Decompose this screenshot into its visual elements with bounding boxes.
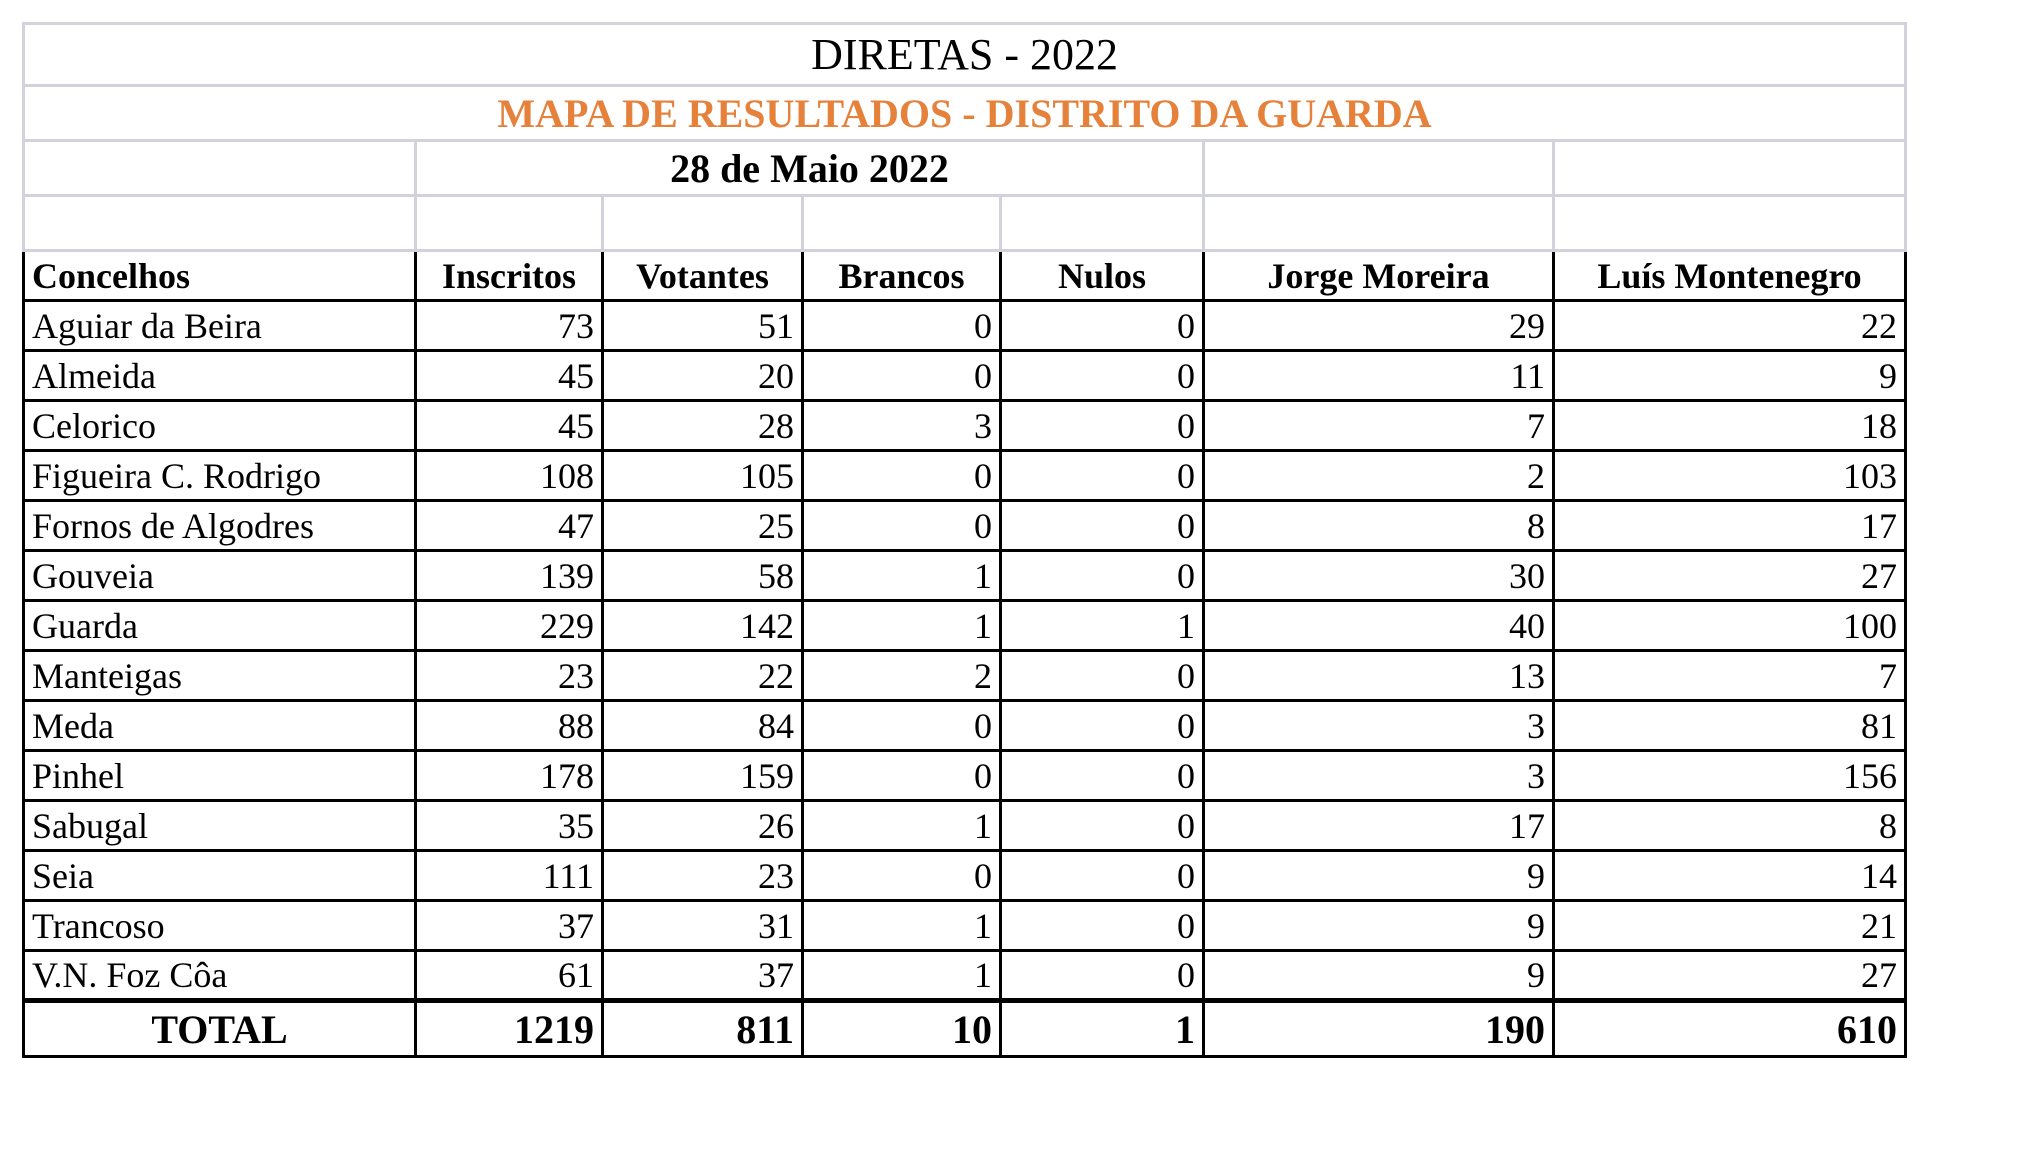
table-cell: 0	[1001, 551, 1204, 601]
total-row	[24, 1001, 1906, 1057]
concelho-name: Fornos de Algodres	[24, 501, 416, 551]
table-cell: 73	[416, 301, 603, 351]
table-cell: 88	[416, 701, 603, 751]
table-cell: 0	[1001, 301, 1204, 351]
total-label: TOTAL	[24, 1001, 416, 1057]
column-header: Nulos	[1001, 251, 1204, 301]
table-cell: 17	[1204, 801, 1554, 851]
table-cell: 9	[1204, 901, 1554, 951]
table-cell: 51	[603, 301, 803, 351]
table-cell: 1	[803, 801, 1001, 851]
table-cell: 0	[1001, 351, 1204, 401]
table-cell: 28	[603, 401, 803, 451]
table-cell: 1	[803, 551, 1001, 601]
table-cell: 23	[416, 651, 603, 701]
table-cell: 9	[1204, 851, 1554, 901]
column-header: Concelhos	[24, 251, 416, 301]
table-cell: 1	[803, 951, 1001, 1001]
table-cell: 3	[1204, 701, 1554, 751]
table-cell: 1	[1001, 601, 1204, 651]
total-cell: 1	[1001, 1001, 1204, 1057]
table-cell: 2	[1204, 451, 1554, 501]
table-cell: 47	[416, 501, 603, 551]
empty-cell	[24, 141, 416, 196]
table-row	[24, 351, 1906, 401]
concelho-name: Sabugal	[24, 801, 416, 851]
empty-cell	[603, 196, 803, 251]
table-cell: 0	[1001, 651, 1204, 701]
concelho-name: Almeida	[24, 351, 416, 401]
empty-cell	[1554, 196, 1906, 251]
table-cell: 0	[803, 851, 1001, 901]
table-cell: 22	[1554, 301, 1906, 351]
table-cell: 37	[603, 951, 803, 1001]
table-cell: 139	[416, 551, 603, 601]
table-cell: 14	[1554, 851, 1906, 901]
table-row	[24, 901, 1906, 951]
concelho-name: Meda	[24, 701, 416, 751]
table-cell: 0	[1001, 451, 1204, 501]
total-cell: 610	[1554, 1001, 1906, 1057]
table-cell: 35	[416, 801, 603, 851]
sheet-title: DIRETAS - 2022	[24, 24, 1906, 86]
table-row	[24, 751, 1906, 801]
table-cell: 0	[1001, 801, 1204, 851]
table-cell: 105	[603, 451, 803, 501]
table-cell: 159	[603, 751, 803, 801]
table-cell: 3	[1204, 751, 1554, 801]
table-cell: 178	[416, 751, 603, 801]
empty-cell	[1204, 141, 1554, 196]
concelho-name: Pinhel	[24, 751, 416, 801]
table-row	[24, 501, 1906, 551]
table-cell: 7	[1554, 651, 1906, 701]
table-cell: 1	[803, 901, 1001, 951]
table-cell: 9	[1554, 351, 1906, 401]
table-cell: 100	[1554, 601, 1906, 651]
table-cell: 23	[603, 851, 803, 901]
table-row	[24, 451, 1906, 501]
table-cell: 29	[1204, 301, 1554, 351]
concelho-name: Gouveia	[24, 551, 416, 601]
concelho-name: Manteigas	[24, 651, 416, 701]
table-cell: 84	[603, 701, 803, 751]
table-cell: 0	[1001, 751, 1204, 801]
empty-cell	[1554, 141, 1906, 196]
table-cell: 0	[1001, 951, 1204, 1001]
table-cell: 31	[603, 901, 803, 951]
table-cell: 0	[803, 701, 1001, 751]
table-cell: 111	[416, 851, 603, 901]
table-row	[24, 701, 1906, 751]
sheet-subtitle: MAPA DE RESULTADOS - DISTRITO DA GUARDA	[24, 86, 1906, 141]
total-cell: 10	[803, 1001, 1001, 1057]
table-cell: 7	[1204, 401, 1554, 451]
table-row	[24, 401, 1906, 451]
table-cell: 21	[1554, 901, 1906, 951]
table-cell: 0	[803, 751, 1001, 801]
concelho-name: V.N. Foz Côa	[24, 951, 416, 1001]
empty-cell	[803, 196, 1001, 251]
table-cell: 13	[1204, 651, 1554, 701]
table-cell: 26	[603, 801, 803, 851]
table-row	[24, 851, 1906, 901]
table-cell: 18	[1554, 401, 1906, 451]
concelho-name: Figueira C. Rodrigo	[24, 451, 416, 501]
table-cell: 30	[1204, 551, 1554, 601]
data-rows	[24, 301, 1906, 1001]
total-cell: 811	[603, 1001, 803, 1057]
table-cell: 20	[603, 351, 803, 401]
table-cell: 108	[416, 451, 603, 501]
table-cell: 61	[416, 951, 603, 1001]
table-cell: 0	[803, 301, 1001, 351]
table-cell: 103	[1554, 451, 1906, 501]
empty-cell	[24, 196, 416, 251]
table-cell: 0	[803, 351, 1001, 401]
table-cell: 22	[603, 651, 803, 701]
table-cell: 58	[603, 551, 803, 601]
table-row	[24, 301, 1906, 351]
header-row	[24, 251, 1906, 301]
concelho-name: Guarda	[24, 601, 416, 651]
table-cell: 27	[1554, 551, 1906, 601]
table-row	[24, 801, 1906, 851]
concelho-name: Celorico	[24, 401, 416, 451]
table-cell: 0	[803, 501, 1001, 551]
table-cell: 81	[1554, 701, 1906, 751]
table-cell: 40	[1204, 601, 1554, 651]
column-header: Inscritos	[416, 251, 603, 301]
table-row	[24, 951, 1906, 1001]
concelho-name: Seia	[24, 851, 416, 901]
table-cell: 3	[803, 401, 1001, 451]
results-table	[22, 22, 1907, 1058]
empty-cell	[1204, 196, 1554, 251]
table-cell: 8	[1554, 801, 1906, 851]
table-cell: 0	[1001, 501, 1204, 551]
table-cell: 0	[1001, 901, 1204, 951]
table-cell: 0	[803, 451, 1001, 501]
table-cell: 0	[1001, 701, 1204, 751]
table-cell: 17	[1554, 501, 1906, 551]
table-row	[24, 551, 1906, 601]
title-row	[24, 24, 1906, 86]
table-row	[24, 601, 1906, 651]
table-cell: 2	[803, 651, 1001, 701]
blank-row	[24, 196, 1906, 251]
subtitle-row	[24, 86, 1906, 141]
empty-cell	[1001, 196, 1204, 251]
table-cell: 8	[1204, 501, 1554, 551]
table-cell: 11	[1204, 351, 1554, 401]
table-cell: 27	[1554, 951, 1906, 1001]
table-cell: 142	[603, 601, 803, 651]
table-cell: 45	[416, 401, 603, 451]
column-header: Jorge Moreira	[1204, 251, 1554, 301]
total-cell: 190	[1204, 1001, 1554, 1057]
table-cell: 1	[803, 601, 1001, 651]
column-header: Votantes	[603, 251, 803, 301]
table-row	[24, 651, 1906, 701]
table-cell: 156	[1554, 751, 1906, 801]
concelho-name: Aguiar da Beira	[24, 301, 416, 351]
table-cell: 25	[603, 501, 803, 551]
table-cell: 0	[1001, 401, 1204, 451]
date-row	[24, 141, 1906, 196]
table-cell: 0	[1001, 851, 1204, 901]
column-header: Brancos	[803, 251, 1001, 301]
table-cell: 45	[416, 351, 603, 401]
empty-cell	[416, 196, 603, 251]
concelho-name: Trancoso	[24, 901, 416, 951]
column-header: Luís Montenegro	[1554, 251, 1906, 301]
table-cell: 37	[416, 901, 603, 951]
table-cell: 229	[416, 601, 603, 651]
sheet-date: 28 de Maio 2022	[416, 141, 1204, 196]
total-cell: 1219	[416, 1001, 603, 1057]
table-cell: 9	[1204, 951, 1554, 1001]
